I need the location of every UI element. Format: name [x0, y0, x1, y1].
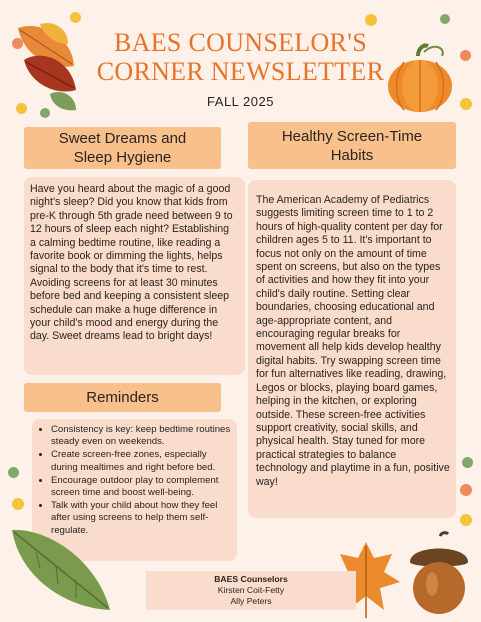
screen-heading	[248, 122, 456, 169]
screen-card	[248, 180, 456, 518]
decor-dot	[462, 457, 473, 468]
green-leaf-icon	[6, 518, 116, 618]
decor-dot	[70, 12, 81, 23]
title-line-2: CORNER NEWSLETTER	[96, 57, 385, 86]
decor-dot	[460, 514, 472, 526]
sleep-heading-line-2: Sleep Hygiene	[73, 149, 172, 166]
reminder-item: • Encourage outdoor play to complement screen time and boost well-being.	[51, 475, 231, 499]
sleep-body: Have you heard about the magic of a good night's sleep? Did you know that kids from pre-K through 5th grade need between 9 to 12 hours of sleep each night? Establishing a calming bedtime routine, like reading a favorite book or dimming the lights, helps signal to the body that it's time to rest. Avoiding screens for at least 30 minutes before bed and keeping a consistent sleep schedule can make a huge difference in your child's mood and energy during the day. Sweet dreams lead to bright days!	[30, 183, 233, 343]
footer-name-1: Kirsten Coit-Fetty	[217, 585, 285, 595]
counselors-footer	[146, 571, 356, 610]
decor-dot	[460, 484, 472, 496]
reminders-heading-text: Reminders	[86, 389, 159, 406]
screen-body: The American Academy of Pediatrics suggests limiting screen time to 1 to 2 hours of high-quality content per day for children ages 5 to 11. It's important to focus not only on the amount of time spent on screens, but also on the types of activities and how they fit into your child's daily routine. Setting clear boundaries, choosing educational and age-appropriate content, and encouraging regular breaks for movement all help kids develop healthy digital habits. Try swapping screen time for fun alternatives like reading, drawing, Legos or blocks, playing board games, helping in the kitchen, or exploring outside. These screen-free activities support creativity, social skills, and physical health. Stay tuned for more practical strategies to balance technology and playtime in a fun, positive way!	[256, 194, 450, 488]
season-label: FALL 2025	[207, 94, 274, 109]
decor-dot	[40, 108, 50, 118]
sleep-card	[24, 177, 245, 375]
sleep-heading	[24, 127, 221, 169]
decor-dot	[8, 467, 19, 478]
reminder-item: • Talk with your child about how they feel after using screens to help them self-regulate.	[51, 500, 231, 537]
footer-name-2: Ally Peters	[230, 596, 272, 606]
acorn-icon	[404, 530, 474, 616]
reminder-item: • Create screen-free zones, especially during mealtimes and right before bed.	[51, 449, 231, 473]
screen-heading-line-2: Habits	[330, 146, 374, 164]
screen-heading-line-1: Healthy Screen-Time	[281, 127, 423, 145]
sleep-heading-line-1: Sweet Dreams and	[58, 130, 187, 147]
reminders-heading	[24, 383, 221, 412]
decor-dot	[440, 14, 450, 24]
reminder-item: • Consistency is key: keep bedtime routines steady even on weekends.	[51, 424, 231, 448]
footer-heading: BAES Counselors	[214, 574, 288, 584]
title-line-1: BAES COUNSELOR'S	[114, 28, 367, 57]
decor-dot	[12, 498, 24, 510]
newsletter-title	[0, 28, 481, 86]
decor-dot	[365, 14, 377, 26]
